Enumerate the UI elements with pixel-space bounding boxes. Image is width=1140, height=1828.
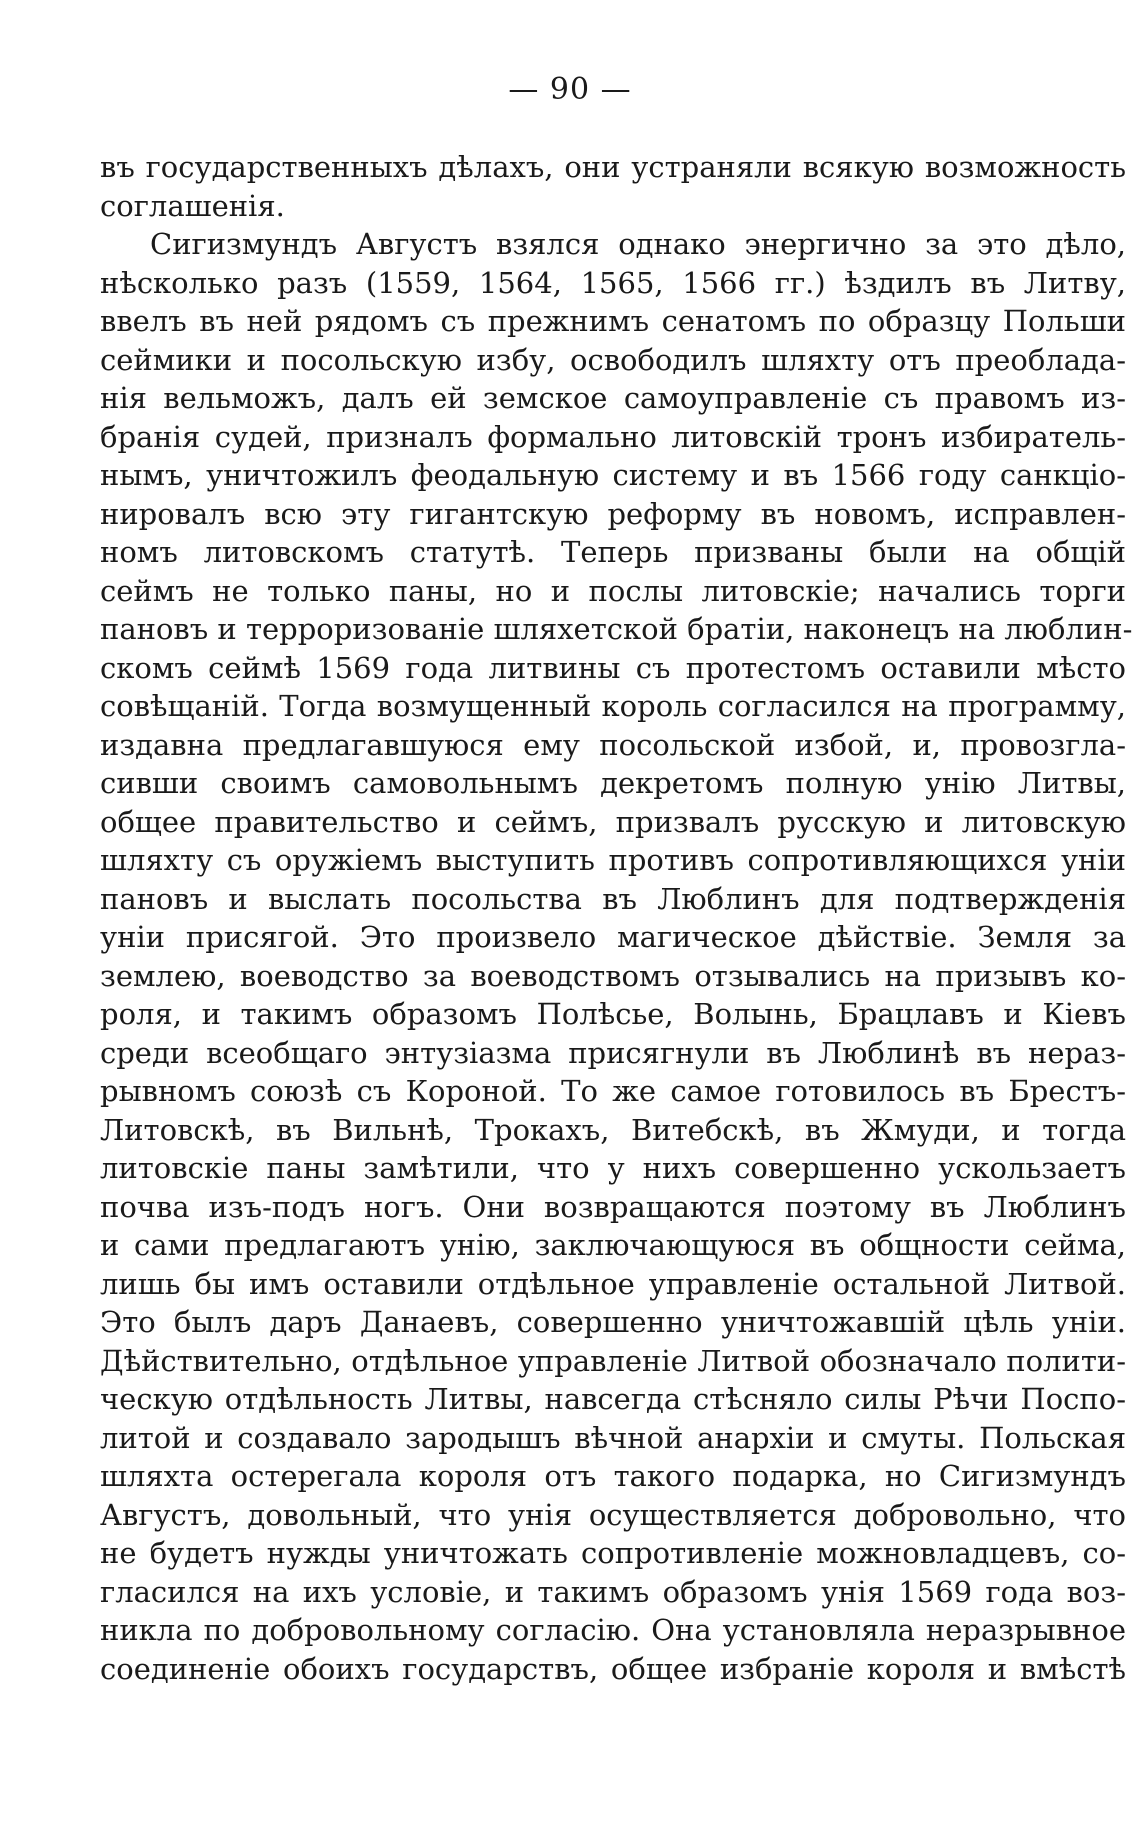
text-line: Литовскѣ, въ Вильнѣ, Трокахъ, Витебскѣ, въ Жмуди, и тогда	[100, 1112, 1126, 1147]
text-line: соединеніе обоихъ государствъ, общее избраніе короля и вмѣстѣ	[100, 1651, 1126, 1686]
text-line: Сигизмундъ Августъ взялся однако энергично за это дѣло,	[150, 227, 1126, 261]
text-line: нѣсколько разъ (1559, 1564, 1565, 1566 гг.) ѣздилъ въ Литву,	[100, 265, 1126, 300]
text-line: сеймъ не только паны, но и послы литовскіе; начались торги	[100, 573, 1126, 608]
text-line: почва изъ-подъ ногъ. Они возвращаются поэтому въ Люблинъ	[100, 1189, 1126, 1224]
text-line: Августъ, довольный, что унія осуществляется добровольно, что	[100, 1497, 1126, 1532]
text-line: соглашенія.	[100, 188, 285, 223]
text-line: ческую отдѣльность Литвы, навсегда стѣсняло силы Рѣчи Поспо-	[100, 1382, 1126, 1416]
page-number: — 90 —	[508, 72, 632, 107]
text-line: никла по добровольному согласію. Она установляла неразрывное	[100, 1613, 1126, 1647]
text-line: землею, воеводство за воеводствомъ отзывались на призывъ ко-	[100, 958, 1126, 993]
text-line: въ государственныхъ дѣлахъ, они устраняли всякую возможность	[100, 150, 1126, 184]
text-line: уніи присягой. Это произвело магическое дѣйствіе. Земля за	[100, 920, 1126, 954]
text-line: рывномъ союзѣ съ Короной. То же самое готовилось въ Брестъ-	[100, 1074, 1126, 1108]
text-line: пановъ и терроризованіе шляхетской братіи, наконецъ на люблин-	[100, 612, 1133, 646]
body-text	[100, 148, 1133, 1688]
text-line: гласился на ихъ условіе, и такимъ образомъ унія 1569 года воз-	[100, 1574, 1126, 1609]
text-line: сеймики и посольскую избу, освободилъ шляхту отъ преоблада-	[100, 342, 1126, 377]
text-line: пановъ и выслать посольства въ Люблинъ для подтвержденія	[100, 881, 1126, 916]
text-line: общее правительство и сеймъ, призвалъ русскую и литовскую	[100, 804, 1126, 839]
text-line: нировалъ всю эту гигантскую реформу въ новомъ, исправлен-	[100, 496, 1126, 531]
text-line: нія вельможъ, далъ ей земское самоуправленіе съ правомъ из-	[100, 381, 1126, 415]
text-line: шляхту съ оружіемъ выступить противъ сопротивляющихся уніи	[100, 843, 1126, 877]
text-line: Это былъ даръ Данаевъ, совершенно уничтожавшій цѣль уніи.	[100, 1305, 1126, 1339]
text-line: скомъ сеймѣ 1569 года литвины съ протестомъ оставили мѣсто	[100, 650, 1126, 685]
text-line: и сами предлагаютъ унію, заключающуюся въ общности сейма,	[100, 1228, 1126, 1262]
text-line: ввелъ въ ней рядомъ съ прежнимъ сенатомъ по образцу Польши	[100, 304, 1126, 338]
text-line: среди всеобщаго энтузіазма присягнули въ Люблинѣ въ нераз-	[100, 1035, 1126, 1070]
text-line: Дѣйствительно, отдѣльное управленіе Литвой обозначало полити-	[100, 1343, 1126, 1378]
text-line: сивши своимъ самовольнымъ декретомъ полную унію Литвы,	[100, 766, 1126, 800]
text-line: литой и создавало зародышъ вѣчной анархіи и смуты. Польская	[100, 1420, 1126, 1455]
text-line: издавна предлагавшуюся ему посольской избой, и, провозгла-	[100, 727, 1126, 762]
text-line: бранія судей, призналъ формально литовскій тронъ избиратель-	[100, 419, 1126, 454]
text-line: совѣщаній. Тогда возмущенный король согласился на программу,	[100, 689, 1126, 723]
text-line: номъ литовскомъ статутѣ. Теперь призваны были на общій	[100, 535, 1126, 569]
text-line: литовскіе паны замѣтили, что у нихъ совершенно ускользаетъ	[100, 1151, 1126, 1185]
text-line: шляхта остерегала короля отъ такого подарка, но Сигизмундъ	[100, 1459, 1126, 1493]
text-line: лишь бы имъ оставили отдѣльное управленіе остальной Литвой.	[100, 1266, 1126, 1301]
text-line: нымъ, уничтожилъ феодальную систему и въ 1566 году санкціо-	[100, 458, 1126, 492]
text-line: роля, и такимъ образомъ Полѣсье, Волынь, Брацлавъ и Кіевъ	[100, 997, 1126, 1031]
text-line: не будетъ нужды уничтожать сопротивленіе можновладцевъ, со-	[100, 1536, 1126, 1570]
